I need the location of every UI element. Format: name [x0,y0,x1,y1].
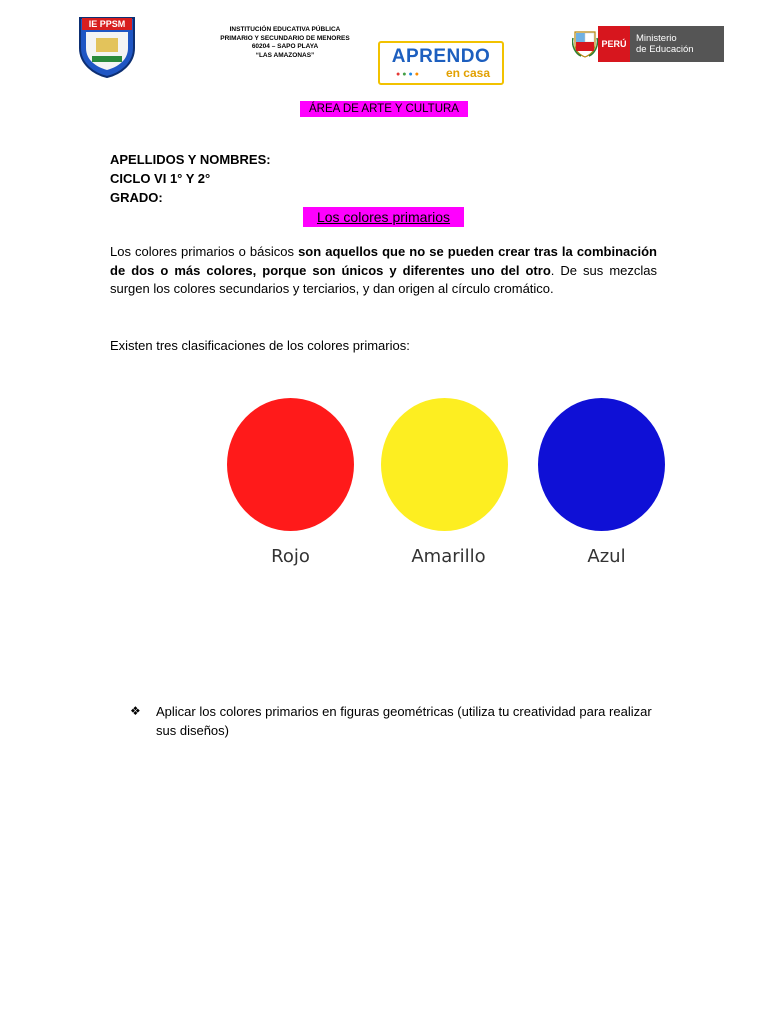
ministry-of-education-logo [572,26,724,62]
institution-line: “LAS AMAZONAS” [255,51,315,59]
task-text: Aplicar los colores primarios en figuras geométricas (utiliza tu creatividad para realizar sus diseños) [156,704,652,738]
area-title: ÁREA DE ARTE Y CULTURA [300,101,468,117]
field-cycle: CICLO VI 1° Y 2° [110,171,211,186]
student-info-fields [110,150,271,207]
intro-paragraph [110,243,657,299]
aprendo-wordmark: APRENDO [391,46,491,67]
section-subtitle: Los colores primarios [303,207,464,227]
yellow-label: Amarillo [411,546,486,567]
red-circle [227,398,354,531]
colored-dots-icon: ●●●● [396,71,421,78]
institution-line: PRIMARIO Y SECUNDARIO DE MENORES [220,34,350,42]
aprendo-en-casa-logo [378,41,504,85]
red-label: Rojo [271,546,310,567]
paragraph-intro: Los colores primarios o básicos [110,244,294,259]
classification-text: Existen tres clasificaciones de los colores primarios: [110,338,410,353]
ministry-line: Ministerio [636,33,677,44]
task-bullet-item [130,702,657,740]
field-grade: GRADO: [110,190,163,205]
blue-label: Azul [587,546,626,567]
field-names: APELLIDOS Y NOMBRES: [110,152,271,167]
institution-line: 60204 – SAPO PLAYA [251,43,319,51]
ministry-label [630,26,724,62]
school-crest-logo [76,14,138,78]
crest-text: IE PPSM [88,19,126,29]
peru-label: PERÚ [598,26,630,62]
en-casa-wordmark: en casa [445,66,490,80]
national-seal-icon [572,28,598,58]
ministry-line: de Educación [636,44,694,55]
yellow-circle [381,398,508,531]
institution-line: INSTITUCIÓN EDUCATIVA PÚBLICA [229,26,341,33]
diamond-bullet-icon: ❖ [130,704,141,718]
blue-circle [538,398,665,531]
paragraph-bold: son aquellos que no se pueden crear tras la combinación de dos o más colores, porque son únicos y diferentes uno del otro [110,244,657,278]
paragraph-rest: . De sus mezclas surgen los colores secundarios y terciarios, y dan origen al círculo cromático. [110,262,657,296]
